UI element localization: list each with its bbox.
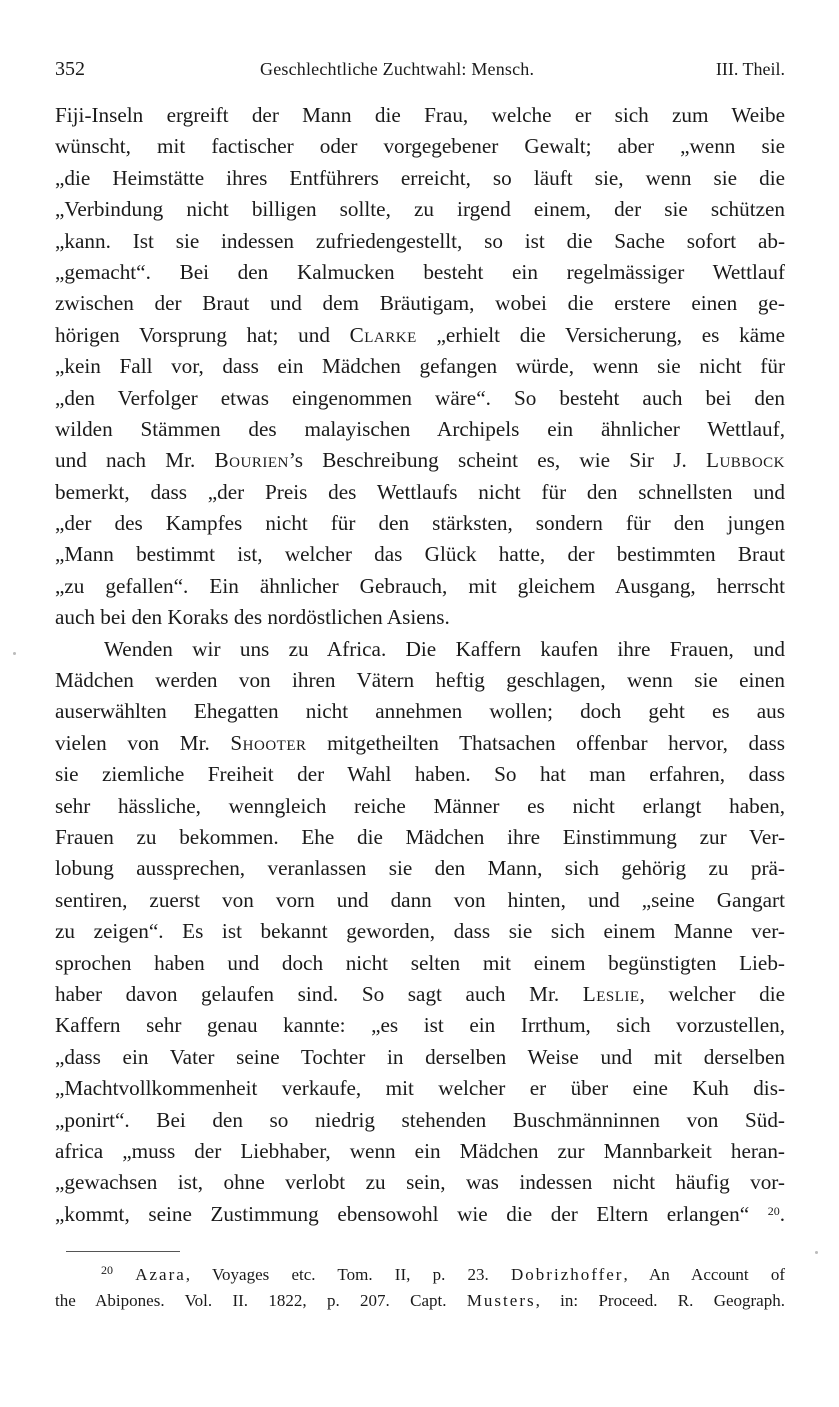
text-run: sentiren, zuerst von vorn und dann von hinten, und „seine Gangart xyxy=(55,887,785,912)
text-line xyxy=(55,1042,785,1073)
text-line xyxy=(55,634,785,665)
text-run: Mädchen werden von ihren Vätern heftig geschlagen, wenn sie einen xyxy=(55,668,785,693)
text-line xyxy=(55,979,785,1010)
text-run: mitgetheilten Thatsachen offenbar hervor, dass xyxy=(306,730,785,755)
text-run: haber davon gelaufen sind. So sagt auch Mr. xyxy=(55,981,583,1006)
text-line xyxy=(55,822,785,853)
text-run: , An Account of xyxy=(623,1265,785,1284)
text-line xyxy=(55,853,785,884)
text-line xyxy=(55,948,785,979)
text-run: sie ziemliche Freiheit der Wahl haben. So hat man erfahren, dass xyxy=(55,762,785,787)
text-run: . xyxy=(779,1201,785,1226)
text-run: auserwählten Ehegatten nicht annehmen wollen; doch geht es aus xyxy=(55,699,785,724)
text-run xyxy=(113,1265,135,1284)
text-line xyxy=(55,602,785,633)
footnote-ref: 20 xyxy=(767,1203,780,1218)
text-run: auch bei den Koraks des nordöstlichen Asiens. xyxy=(55,605,450,630)
text-line xyxy=(55,1105,785,1136)
text-line xyxy=(55,383,785,414)
text-line xyxy=(55,351,785,382)
text-run: , welcher die xyxy=(639,981,785,1006)
name-text: Clarke xyxy=(349,322,417,347)
text-line xyxy=(55,665,785,696)
text-line xyxy=(55,445,785,476)
text-run: bemerkt, dass „der Preis des Wettlaufs nicht für den schnellsten und xyxy=(55,479,785,504)
text-run: „kann. Ist sie indessen zufriedengestellt, so ist die Sache sofort ab- xyxy=(55,228,785,253)
running-title: Geschlechtliche Zuchtwahl: Mensch. xyxy=(260,59,535,79)
text-run: „den Verfolger etwas eingenommen wäre“. So besteht auch bei den xyxy=(55,385,785,410)
text-run: „die Heimstätte ihres Entführers erreicht, so läuft sie, wenn sie die xyxy=(55,165,785,190)
text-run: und nach Mr. xyxy=(55,448,215,473)
text-line xyxy=(55,539,785,570)
text-line xyxy=(55,916,785,947)
text-run: ’s Beschreibung scheint es, wie Sir J. xyxy=(288,448,707,473)
text-line xyxy=(55,696,785,727)
text-run: „gewachsen ist, ohne verlobt zu sein, was indessen nicht häufig vor- xyxy=(55,1170,785,1195)
text-run: wünscht, mit factischer oder vorgegebener Gewalt; aber „wenn sie xyxy=(55,134,785,159)
text-run: hörigen Vorsprung hat; und xyxy=(55,322,350,347)
text-line xyxy=(55,508,785,539)
footnote-line xyxy=(55,1262,785,1288)
text-line xyxy=(55,791,785,822)
text-line xyxy=(55,1010,785,1041)
name-text: Dobrizhoffer xyxy=(511,1265,624,1284)
footnote-ref: 20 xyxy=(101,1263,113,1277)
name-text: Bourien xyxy=(214,448,289,473)
text-run: the Abipones. Vol. II. 1822, p. 207. Capt. xyxy=(55,1291,467,1310)
text-line xyxy=(55,885,785,916)
scan-speck xyxy=(815,1251,818,1254)
text-run: „kommt, seine Zustimmung ebensowohl wie die der Eltern erlangen“ xyxy=(55,1201,768,1226)
name-text: Azara xyxy=(135,1265,186,1284)
body-text xyxy=(55,100,785,1230)
page-number: 352 xyxy=(55,58,85,80)
text-run: wilden Stämmen des malayischen Archipels ein ähnlicher Wettlauf, xyxy=(55,416,785,441)
name-text: Shooter xyxy=(230,730,307,755)
text-run: sprochen haben und doch nicht selten mit einem begünstigten Lieb- xyxy=(55,950,785,975)
page-header xyxy=(55,58,785,84)
scan-speck xyxy=(13,652,16,655)
text-line xyxy=(55,100,785,131)
text-run: , Voyages etc. Tom. II, p. 23. xyxy=(185,1265,512,1284)
text-run: vielen von Mr. xyxy=(55,730,231,755)
text-run: Wenden wir uns zu Africa. Die Kaffern kaufen ihre Frauen, und xyxy=(104,636,785,661)
text-line xyxy=(55,163,785,194)
text-run: „erhielt die Versicherung, es käme xyxy=(416,322,785,347)
text-line xyxy=(55,414,785,445)
text-run: „dass ein Vater seine Tochter in derselben Weise und mit derselben xyxy=(55,1044,785,1069)
text-run: sehr hässliche, wenngleich reiche Männer es nicht erlangt haben, xyxy=(55,793,785,818)
text-run: „gemacht“. Bei den Kalmucken besteht ein regelmässiger Wettlauf xyxy=(55,259,785,284)
text-run: Kaffern sehr genau kannte: „es ist ein Irrthum, sich vorzustellen, xyxy=(55,1013,785,1038)
text-line xyxy=(55,1136,785,1167)
text-run: , in: Proceed. R. Geograph. xyxy=(535,1291,785,1310)
text-line xyxy=(55,131,785,162)
text-line xyxy=(55,194,785,225)
text-run: „Mann bestimmt ist, welcher das Glück hatte, der bestimmten Braut xyxy=(55,542,785,567)
footnote-rule xyxy=(66,1251,180,1252)
text-run: „Machtvollkommenheit verkaufe, mit welcher er über eine Kuh dis- xyxy=(55,1076,785,1101)
text-line xyxy=(55,759,785,790)
name-text: Lubbock xyxy=(706,448,785,473)
text-run: „der des Kampfes nicht für den stärksten, sondern für den jungen xyxy=(55,511,785,536)
text-run: Fiji-Inseln ergreift der Mann die Frau, welche er sich zum Weibe xyxy=(55,103,785,127)
text-run: africa „muss der Liebhaber, wenn ein Mädchen zur Mannbarkeit heran- xyxy=(55,1138,785,1163)
text-line xyxy=(55,1199,785,1230)
text-line xyxy=(55,226,785,257)
text-line xyxy=(55,320,785,351)
text-run: „kein Fall vor, dass ein Mädchen gefangen würde, wenn sie nicht für xyxy=(55,354,785,379)
text-line xyxy=(55,477,785,508)
text-line xyxy=(55,728,785,759)
footnote-line xyxy=(55,1288,785,1314)
text-run: „zu gefallen“. Ein ähnlicher Gebrauch, mit gleichem Ausgang, herrscht xyxy=(55,573,785,598)
text-run: „Verbindung nicht billigen sollte, zu irgend einem, der sie schützen xyxy=(55,197,785,222)
text-run: Frauen zu bekommen. Ehe die Mädchen ihre Einstimmung zur Ver- xyxy=(55,824,785,849)
text-run: zu zeigen“. Es ist bekannt geworden, dass sie sich einem Manne ver- xyxy=(55,919,785,944)
text-line xyxy=(55,1167,785,1198)
part-label: III. Theil. xyxy=(715,59,785,79)
text-run: lobung aussprechen, veranlassen sie den Mann, sich gehörig zu prä- xyxy=(55,856,785,881)
text-run: „ponirt“. Bei den so niedrig stehenden Buschmänninnen von Süd- xyxy=(55,1107,785,1132)
footnotes xyxy=(55,1262,785,1314)
text-run: zwischen der Braut und dem Bräutigam, wobei die erstere einen ge- xyxy=(55,291,785,316)
name-text: Leslie xyxy=(582,981,640,1006)
name-text: Musters xyxy=(466,1291,536,1310)
text-line xyxy=(55,288,785,319)
text-line xyxy=(55,571,785,602)
text-line xyxy=(55,257,785,288)
text-line xyxy=(55,1073,785,1104)
